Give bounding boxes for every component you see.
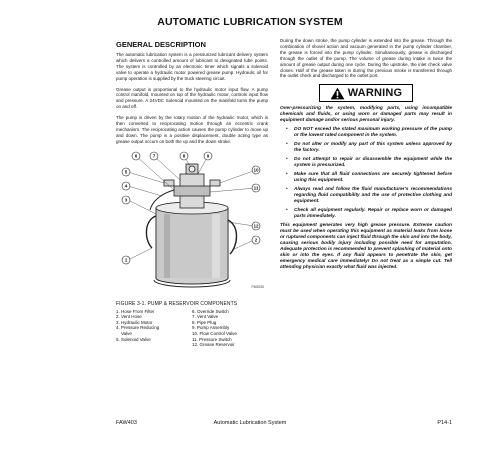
callout-label: 5 bbox=[124, 169, 128, 175]
callout-label: 2 bbox=[254, 237, 258, 243]
warning-item: • Do not attempt to repair or disassemble the equipment while the system is pressurized. bbox=[294, 157, 452, 169]
warning-item: • Check all equipment regularly. Repair or replace worn or damaged parts immediately. bbox=[294, 208, 452, 220]
left-column bbox=[116, 38, 268, 348]
legend-item: 4. Pressure Reducing bbox=[116, 325, 160, 331]
callout-label: 4 bbox=[124, 183, 128, 189]
legend-column bbox=[116, 309, 192, 348]
callout-label: 10 bbox=[253, 167, 259, 173]
warning-item: • DO NOT exceed the stated maximum working pressure of the pump or the lowest rated component in the system. bbox=[294, 127, 452, 139]
legend-item: 11. Pressure Switch bbox=[192, 336, 232, 342]
paragraph: The pump is driven by the rotary motion of the hydraulic motor, which is then converted to reciprocating motion through an eccentric crank mechanism. The reciprocating action causes the pump cylinder to move up and down. The pump is a positive displacement, double acting type as grease output occurs on both the up and the down stroke. bbox=[116, 115, 268, 144]
legend-item: 10. Flow Control Valve bbox=[192, 331, 237, 337]
legend-item: 3. Hydraulic Motor bbox=[116, 319, 153, 325]
warning-closing: This equipment generates very high grease pressure. Extreme caution must be used when operating this equipment as material leaks from loose or ruptured components can inject fluid through the skin and into the body, causing serious bodily injury including possible need for amputation. Adequate protection is recommended to prevent splashing of material onto skin or into the eyes. If any fluid appears to penetrate the skin, get emergency medical care immediately! Do not treat as a simple cut. Tell attending physician exactly what fluid was injected. bbox=[280, 223, 452, 271]
callout-label: 3 bbox=[124, 197, 128, 203]
footer-doc-number: FAW403 bbox=[116, 420, 137, 426]
callout-label: 7 bbox=[152, 153, 156, 159]
figure-legend bbox=[116, 309, 268, 348]
legend-item: 9. Pump Assembly bbox=[192, 325, 230, 331]
page-title: AUTOMATIC LUBRICATION SYSTEM bbox=[157, 16, 343, 28]
legend-item: 8. Pipe Plug bbox=[192, 319, 217, 325]
legend-item: 1. Hose From Filter bbox=[116, 308, 155, 314]
legend-item: 6. Override Switch bbox=[192, 308, 229, 314]
warning-triangle-icon bbox=[330, 87, 345, 100]
footer-page-number: P14-1 bbox=[437, 420, 452, 426]
callout-label: 9 bbox=[206, 153, 210, 159]
pump-reservoir-illustration bbox=[116, 150, 268, 300]
callout-label: 12 bbox=[253, 223, 259, 229]
legend-item: 12. Grease Reservoir bbox=[192, 342, 235, 348]
warning-intro: Over-pressurizing the system, modifying parts, using incompatible chemicals and fluids, or using worn or damaged parts may result in equipment damage and/or serious personal injury. bbox=[280, 106, 452, 124]
paragraph: The automatic lubrication system is a pressurized lubricant delivery system which delivers a controlled amount of lubricant to designated lube points. The system is controlled by an electronic timer which signals a solenoid valve to operate a hydraulic motor powered grease pump. Hydraulic oil for pump operation is supplied by the truck steering circuit. bbox=[116, 52, 268, 81]
section-heading: GENERAL DESCRIPTION bbox=[116, 40, 206, 49]
paragraph: Grease output is proportional to the hydraulic motor input flow. A pump control manifold, mounted on top of the hydraulic motor, controls input flow and pressure. A 24VDC Solenoid mounted on the manifold turns the pump on and off. bbox=[116, 86, 268, 110]
figure-id-code: FM2030 bbox=[251, 284, 264, 289]
callout-label: 1 bbox=[124, 257, 128, 263]
legend-item: 5. Solenoid Valve bbox=[116, 336, 151, 342]
callout-label: 11 bbox=[253, 185, 259, 191]
paragraph: During the down stroke, the pump cylinder is extended into the grease. Through the combination of shovel action and vacuum generated in the pump cylinder chamber, the grease is forced into the pump cylinder. Simultaneously, grease is discharged through the outlet of the pump. The volume of grease during intake is twice the amount of grease output during one cycle. During the upstroke, the inlet check valve closes. Half of the grease taken in during the previous stroke is transferred through the outlet check and discharged to the outlet port. bbox=[280, 38, 452, 79]
legend-item: 2. Vent Hose bbox=[116, 314, 142, 320]
figure-caption: FIGURE 3-1. PUMP & RESERVOIR COMPONENTS bbox=[116, 300, 238, 307]
warning-item: • Always read and follow the fluid manufacturer's recommendations regarding fluid compatibility and the use of protective clothing and equipment. bbox=[294, 187, 452, 205]
warning-item: • Make sure that all fluid connections are securely tightened before using this equipment. bbox=[294, 172, 452, 184]
warning-item: • Do not alter or modify any part of this system unless approved by the factory. bbox=[294, 142, 452, 154]
legend-item: 7. Vent Valve bbox=[192, 314, 219, 320]
right-column bbox=[280, 38, 452, 274]
legend-item: Valve bbox=[116, 331, 132, 337]
warning-banner bbox=[319, 84, 413, 102]
footer-title: Automatic Lubrication System bbox=[213, 420, 287, 426]
pump-reservoir-figure bbox=[116, 150, 268, 300]
warning-list bbox=[280, 127, 452, 220]
callout-label: 6 bbox=[134, 153, 138, 159]
callout-label: 8 bbox=[182, 153, 186, 159]
legend-column bbox=[192, 309, 268, 348]
warning-label: WARNING bbox=[347, 87, 403, 100]
